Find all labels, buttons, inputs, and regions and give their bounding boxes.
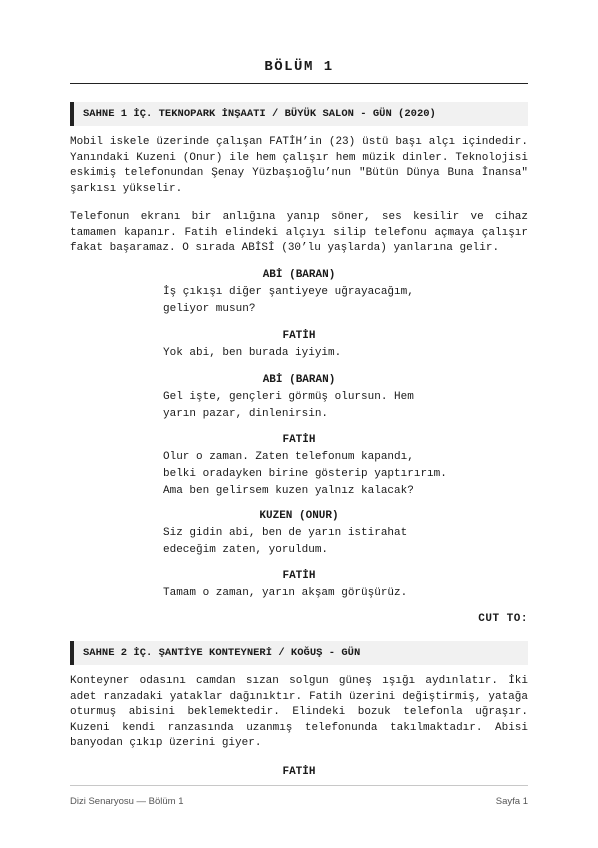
- footer-document-title: Dizi Senaryosu — Bölüm 1: [70, 796, 184, 807]
- scene-transition: CUT TO:: [478, 613, 528, 625]
- character-name: FATİH: [282, 570, 316, 582]
- chapter-divider: [70, 83, 528, 84]
- character-name: FATİH: [282, 766, 316, 778]
- dialogue-line: yarın pazar, dinlenirsin.: [163, 408, 329, 420]
- dialogue-line: Tamam o zaman, yarın akşam görüşürüz.: [163, 587, 408, 599]
- footer-page-number: Sayfa 1: [495, 796, 528, 807]
- dialogue-line: geliyor musun?: [163, 303, 256, 315]
- scene-heading-2: SAHNE 2 İÇ. ŞANTİYE KONTEYNERİ / KOĞUŞ - GÜN: [70, 641, 528, 665]
- scene-heading-1: SAHNE 1 İÇ. TEKNOPARK İNŞAATI / BÜYÜK SALON - GÜN (2020): [70, 102, 528, 126]
- dialogue-line: Siz gidin abi, ben de yarın istirahat: [163, 527, 408, 539]
- character-name: ABİ (BARAN): [262, 269, 336, 281]
- dialogue-line: Olur o zaman. Zaten telefonum kapandı,: [163, 451, 414, 463]
- dialogue-line: Ama ben gelirsem kuzen yalnız kalacak?: [163, 485, 414, 497]
- action-paragraph: Mobil iskele üzerinde çalışan FATİH’in (23) üstü başı alçı içindedir. Yanındaki Kuzeni (Onur) ile hem çalışır hem müzik dinler. Teknolojisi eskimiş telefonundan Şenay Yüzbaşıoğlu’nun "Bütün Dünya Buna İnansa" şarkısı yükselir.: [70, 136, 528, 195]
- action-paragraph: Konteyner odasını camdan sızan solgun güneş ışığı aydınlatır. İki adet ranzadaki yataklar dağınıktır. Fatih üzerini değiştirmiş, yatağa oturmuş abisini beklemektedir. Elindeki bozuk telefonla uğraşır. Kuzeni kendi ranzasında uzanmış telefonunda takılmaktadır. Abisi banyodan çıkıp üzerini giyer.: [70, 675, 528, 749]
- dialogue-line: edeceğim zaten, yoruldum.: [163, 544, 329, 556]
- dialogue-line: belki oradayken birine gösterip yaptırırım.: [163, 468, 447, 480]
- character-name: ABİ (BARAN): [262, 374, 336, 386]
- character-name: FATİH: [282, 434, 316, 446]
- action-paragraph: Telefonun ekranı bir anlığına yanıp söner, ses kesilir ve cihaz tamamen kapanır. Fatih elindeki alçıyı silip telefonu açmaya çalışır fakat başaramaz. O sırada ABİSİ (30’lu yaşlarda) yanlarına gelir.: [70, 211, 528, 254]
- dialogue-line: Gel işte, gençleri görmüş olursun. Hem: [163, 391, 414, 403]
- dialogue-line: İş çıkışı diğer şantiyeye uğrayacağım,: [163, 286, 414, 298]
- character-name: KUZEN (ONUR): [259, 510, 339, 522]
- chapter-title: BÖLÜM 1: [264, 59, 334, 75]
- character-name: FATİH: [282, 330, 316, 342]
- dialogue-line: Yok abi, ben burada iyiyim.: [163, 347, 342, 359]
- footer-divider: [70, 785, 528, 786]
